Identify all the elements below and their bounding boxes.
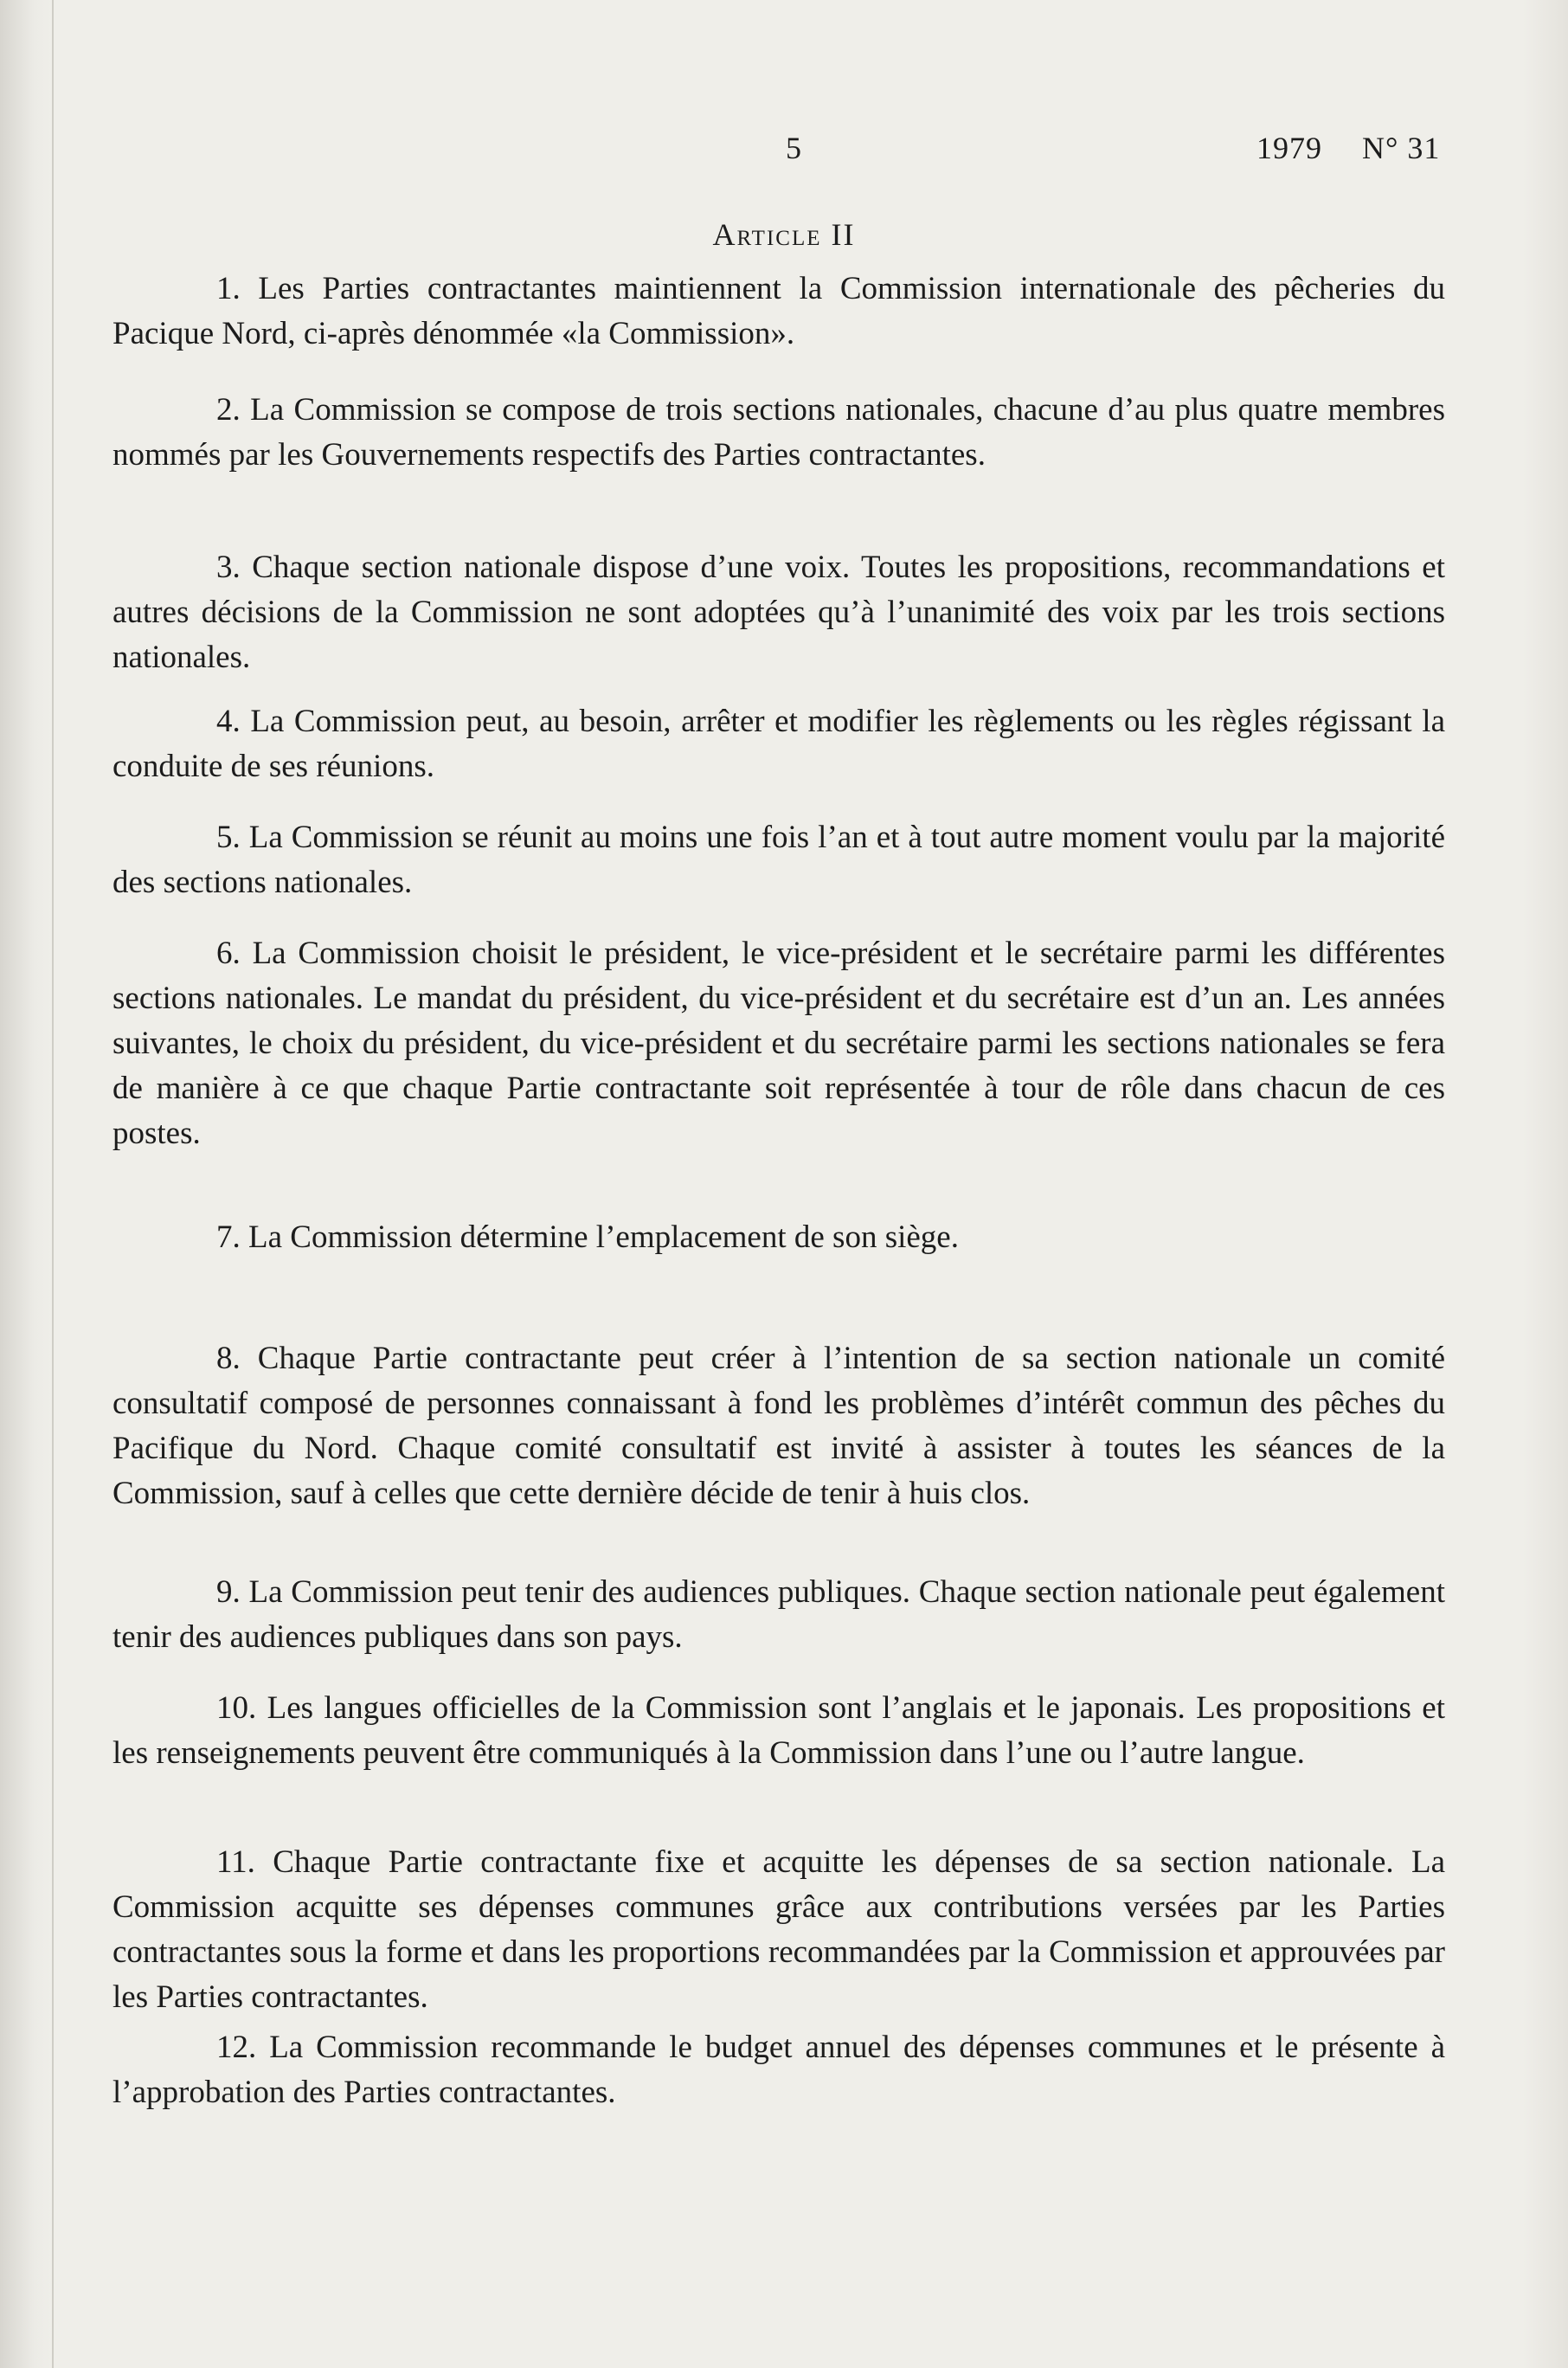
paragraph-9: 9. La Commission peut tenir des audiences publiques. Chaque section nationale peut également tenir des audiences publiques dans son pays. [112, 1574, 1445, 1655]
paragraph-5: 5. La Commission se réunit au moins une fois l’an et à tout autre moment voulu par la majorité des sections nationales. [112, 820, 1445, 900]
paragraph-2: 2. La Commission se compose de trois sections nationales, chacune d’au plus quatre membres nommés par les Gouvernements respectifs des Parties contractantes. [112, 392, 1445, 473]
binding-edge [52, 0, 54, 2368]
paragraph-4: 4. La Commission peut, au besoin, arrêter et modifier les règlements ou les règles régissant la conduite de ses réunions. [112, 704, 1445, 784]
page-header [0, 130, 1568, 182]
paragraph-1: 1. Les Parties contractantes maintiennent la Commission internationale des pêcheries du Pacique Nord, ci-après dénommée «la Commission». [112, 271, 1445, 351]
paragraph-12: 12. La Commission recommande le budget annuel des dépenses communes et le présente à l’approbation des Parties contractantes. [112, 2030, 1445, 2110]
paragraph-10: 10. Les langues officielles de la Commission sont l’anglais et le japonais. Les propositions et les renseignements peuvent être communiqués à la Commission dans l’une ou l’autre langue. [112, 1690, 1445, 1771]
document-year: 1979 [1256, 131, 1322, 165]
document-reference [1256, 130, 1440, 166]
document-number: N° 31 [1362, 131, 1441, 165]
page-number: 5 [786, 131, 801, 165]
paragraph-11: 11. Chaque Partie contractante fixe et acquitte les dépenses de sa section nationale. La Commission acquitte ses dépenses communes grâce aux contributions versées par les Parties contractantes sous la forme et dans les proportions recommandées par la Commission et approuvées par les Parties contractantes. [112, 1844, 1445, 2015]
article-title: Article II [712, 217, 856, 252]
paragraph-7: 7. La Commission détermine l’emplacement de son siège. [216, 1219, 959, 1255]
paragraph-8: 8. Chaque Partie contractante peut créer à l’intention de sa section nationale un comité consultatif composé de personnes connaissant à fond les problèmes d’intérêt commun des pêches du Pacifique du Nord. Chaque comité consultatif est invité à assister à toutes les séances de la Commission, sauf à celles que cette dernière décide de tenir à huis clos. [112, 1341, 1445, 1511]
paragraph-3: 3. Chaque section nationale dispose d’une voix. Toutes les propositions, recommandations et autres décisions de la Commission ne sont adoptées qu’à l’unanimité des voix par les trois sections nationales. [112, 550, 1445, 675]
paragraph-6: 6. La Commission choisit le président, le vice-président et le secrétaire parmi les différentes sections nationales. Le mandat du président, du vice-président et du secrétaire est d’un an. Les années suivantes, le choix du président, du vice-président et du secrétaire parmi les sections nationales se fera de manière à ce que chaque Partie contractante soit représentée à tour de rôle dans chacun de ces postes. [112, 936, 1445, 1151]
